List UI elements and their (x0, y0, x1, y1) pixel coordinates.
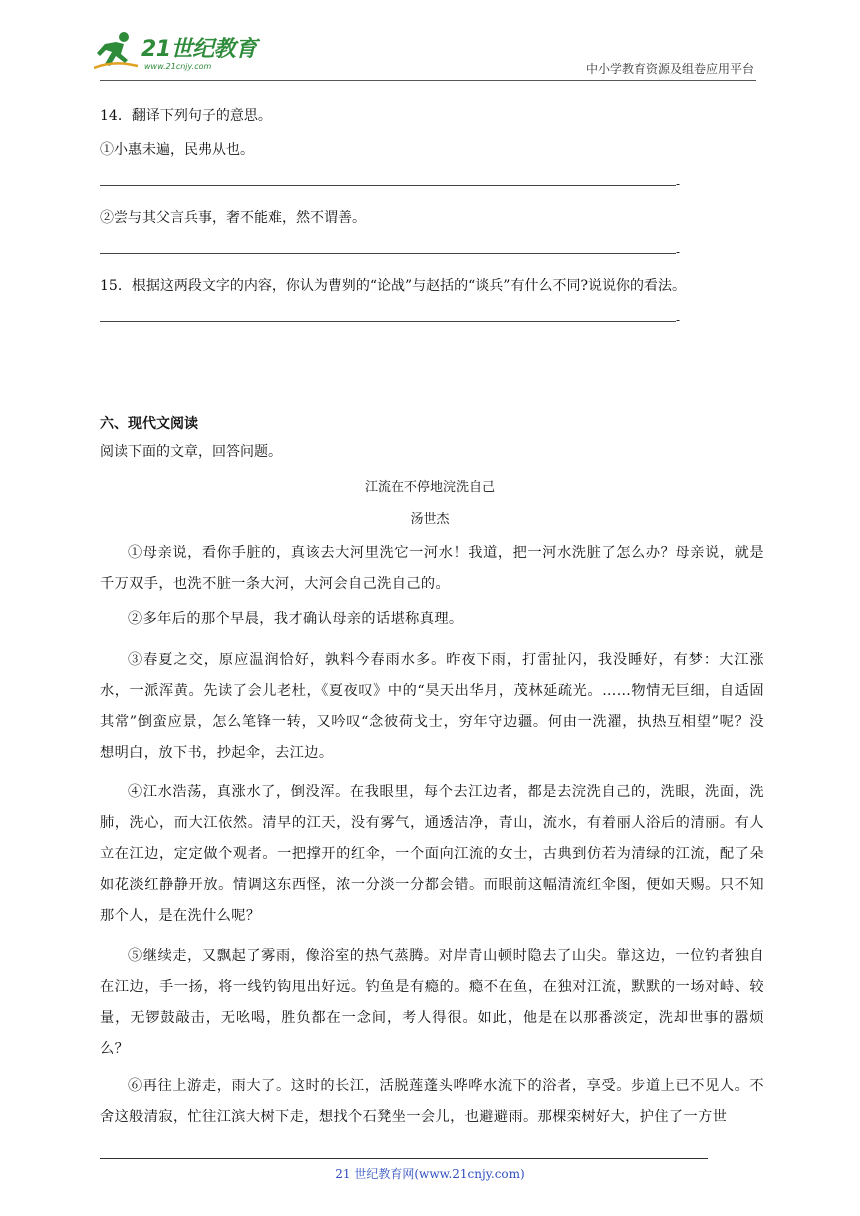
page-header (0, 0, 860, 82)
platform-name: 中小学教育资源及组卷应用平台 (585, 62, 754, 76)
footer-text: 21 世纪教育网(www.21cnjy.com) (335, 1167, 525, 1181)
section-instruction: 阅读下面的文章，回答问题。 (100, 444, 282, 460)
article-author: 汤世杰 (410, 512, 450, 527)
logo (94, 30, 264, 78)
logo-text: 21世纪教育 (141, 37, 257, 62)
footer-divider (100, 1158, 708, 1159)
q14-sentence-1: ①小惠未遍，民弗从也。 (100, 142, 254, 158)
answer-line-3 (100, 321, 676, 322)
paragraph-2: ②多年后的那个早晨，我才确认母亲的话堪称真理。 (128, 611, 464, 627)
paragraph-5: ⑤继续走，又飘起了雾雨，像浴室的热气蒸腾。对岸青山顿时隐去了山尖。靠这边，一位钓者独自在江边，手一扬，将一线钓钩甩出好远。钓鱼是有瘾的。瘾不在鱼，在独对江流，默默的一场对峙、较量，无锣鼓敲击，无吆喝，胜负都在一念间，考人得很。如此，他是在以那番淡定，洗却世事的嚣烦么？ (100, 948, 764, 1057)
runner-logo-icon (94, 30, 140, 72)
paragraph-4: ④江水浩荡，真涨水了，倒没浑。在我眼里，每个去江边者，都是去浣洗自己的，洗眼，洗面，洗肺，洗心，而大江依然。清早的江天，没有雾气，通透洁净，青山，流水，有着丽人浴后的清丽。有人立在江边，定定做个观者。一把撑开的红伞，一个面向江流的女士，古典到仿若为清绿的江流，配了朵如花淡红静静开放。情调这东西怪，浓一分淡一分都会错。而眼前这幅清流红伞图，便如天赐。只不知那个人，是在洗什么呢？ (100, 784, 764, 924)
q14-sentence-2: ②尝与其父言兵事，奢不能难，然不谓善。 (100, 210, 366, 226)
answer-line-end-3: - (676, 313, 681, 327)
logo-url: www.21cnjy.com (144, 62, 212, 71)
q14-title: 14．翻译下列句子的意思。 (100, 108, 272, 124)
section-title: 六、现代文阅读 (100, 416, 198, 432)
paragraph-1: ①母亲说，看你手脏的，真该去大河里洗它一河水！我道，把一河水洗脏了怎么办？母亲说，就是千万双手，也洗不脏一条大河，大河会自己洗自己的。 (100, 545, 764, 592)
article-title: 江流在不停地浣洗自己 (364, 480, 495, 495)
q15-title: 15．根据这两段文字的内容，你认为曹刿的“论战”与赵括的“谈兵”有什么不同?说说你的看法。 (100, 278, 686, 294)
answer-line-end-2: - (676, 245, 681, 259)
paragraph-6: ⑥再往上游走，雨大了。这时的长江，活脱莲蓬头哗哗水流下的浴者，享受。步道上已不见人。不舍这般清寂，忙往江滨大树下走，想找个石凳坐一会儿，也避避雨。那棵栾树好大，护住了一方世 (100, 1078, 764, 1125)
answer-line-end-1: - (676, 177, 681, 191)
answer-line-2 (100, 253, 676, 254)
header-divider (100, 80, 756, 81)
paragraph-3: ③春夏之交，原应温润恰好，孰料今春雨水多。昨夜下雨，打雷扯闪，我没睡好，有梦：大江涨水，一派浑黄。先读了会儿老杜，《夏夜叹》中的“昊天出华月，茂林延疏光。……物情无巨细，自适固其常”倒蛮应景，怎么笔锋一转，又吟叹“念彼荷戈士，穷年守边疆。何由一洗濯，执热互相望”呢？没想明白，放下书，抄起伞，去江边。 (100, 652, 764, 761)
answer-line-1 (100, 185, 676, 186)
